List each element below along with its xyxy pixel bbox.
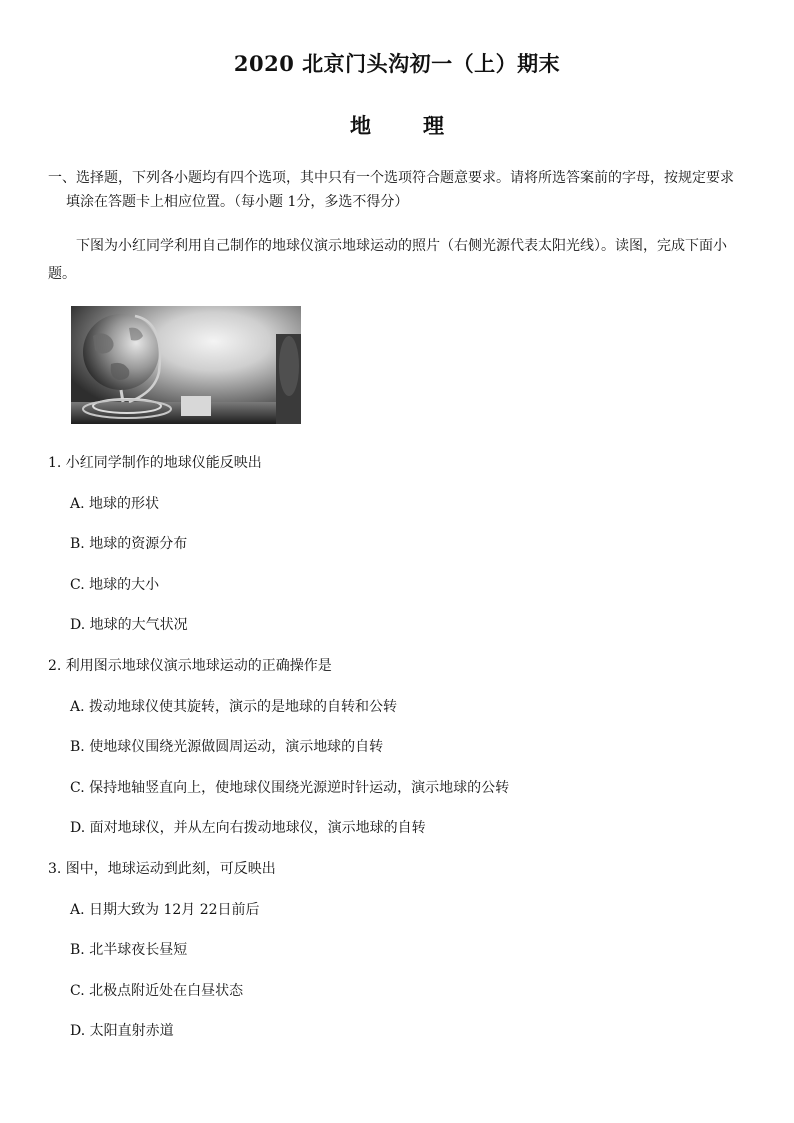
question-3-option-a: A. 日期大致为 12月 22日前后: [70, 902, 260, 918]
question-2-option-b: B. 使地球仪围绕光源做圆周运动，演示地球的自转: [70, 739, 384, 755]
section-instructions: [48, 166, 748, 214]
section-line-2: 填涂在答题卡上相应位置。（每小题 1分，多选不得分）: [66, 194, 409, 210]
question-2-option-d: D. 面对地球仪，并从左向右拨动地球仪，演示地球的自转: [70, 820, 426, 836]
subject-char-2: 理: [423, 113, 444, 138]
question-1-option-b: B. 地球的资源分布: [70, 536, 188, 552]
question-3-stem: 3. 图中，地球运动到此刻，可反映出: [48, 861, 276, 877]
question-1-option-a: A. 地球的形状: [70, 496, 160, 512]
question-2-option-c: C. 保持地轴竖直向上，使地球仪围绕光源逆时针运动，演示地球的公转: [70, 780, 510, 796]
question-2-stem: 2. 利用图示地球仪演示地球运动的正确操作是: [48, 658, 332, 674]
question-3-option-c: C. 北极点附近处在白昼状态: [70, 983, 244, 999]
subject-heading: [0, 110, 794, 140]
question-3-option-d: D. 太阳直射赤道: [70, 1023, 174, 1039]
subject-char-1: 地: [350, 113, 371, 138]
question-1-option-c: C. 地球的大小: [70, 577, 160, 593]
intro-paragraph: 下图为小红同学利用自己制作的地球仪演示地球运动的照片（右侧光源代表太阳光线）。读图，完成下面小题。: [48, 238, 727, 282]
page-title: 2020 北京门头沟初一（上）期末: [233, 51, 561, 76]
section-line-1: 一、选择题，下列各小题均有四个选项，其中只有一个选项符合题意要求。请将所选答案前的字母，按规定要求: [48, 170, 734, 186]
globe-photo: [71, 306, 301, 424]
question-2-option-a: A. 拨动地球仪使其旋转，演示的是地球的自转和公转: [70, 699, 398, 715]
question-1-option-d: D. 地球的大气状况: [70, 617, 188, 633]
question-1-stem: 1. 小红同学制作的地球仪能反映出: [48, 455, 262, 471]
question-3-option-b: B. 北半球夜长昼短: [70, 942, 188, 958]
